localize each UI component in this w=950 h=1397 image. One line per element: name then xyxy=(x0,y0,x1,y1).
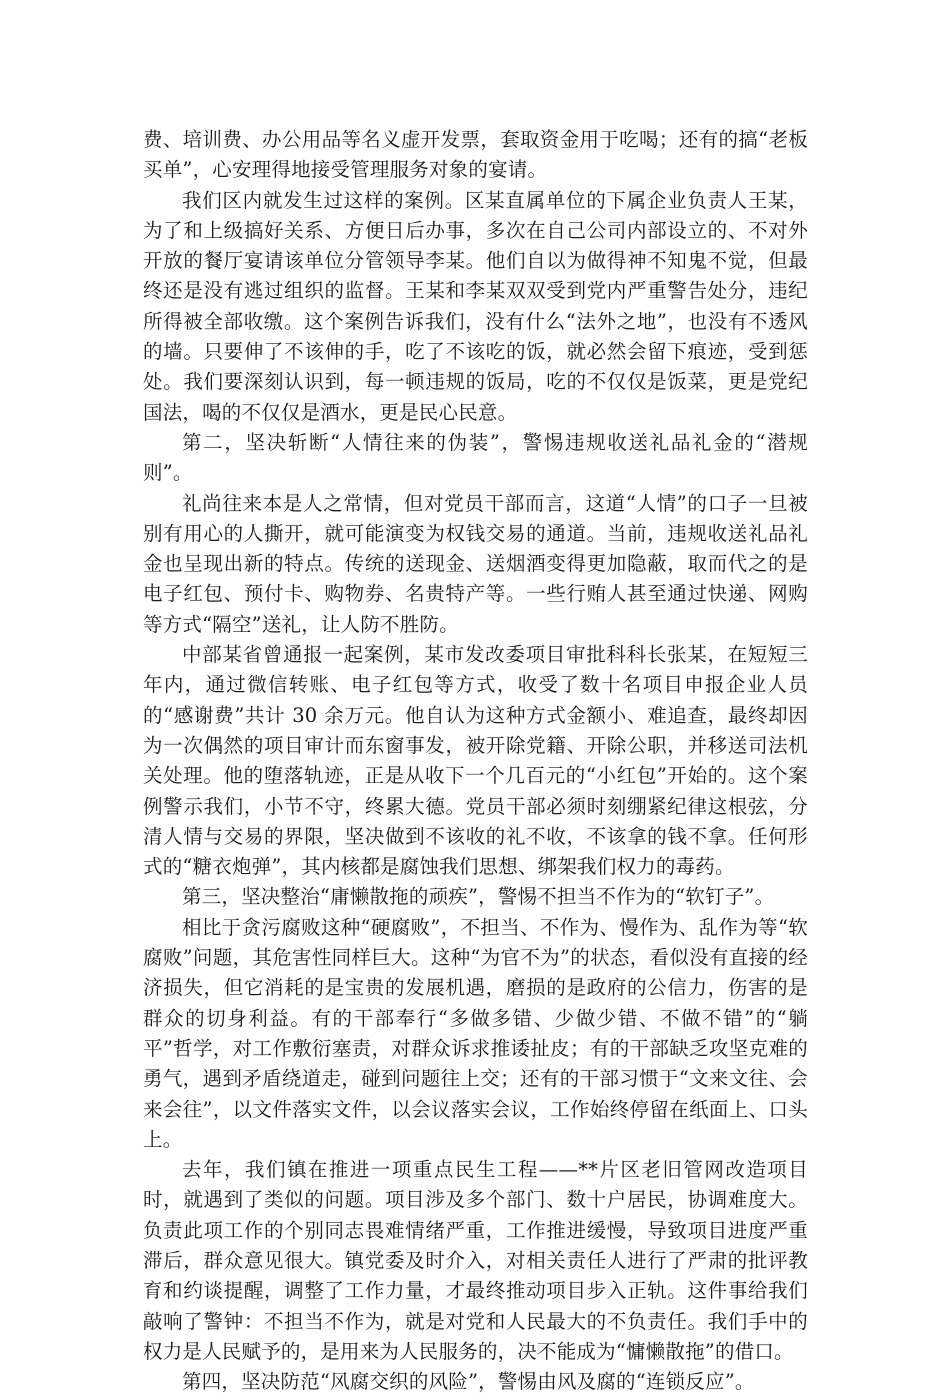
section-heading: 第四，坚决防范“风腐交织的风险”，警惕由风及腐的“连锁反应”。 xyxy=(182,1370,755,1394)
section-heading: 第三，坚决整治“庸懒散拖的顽疾”，警惕不担当不作为的“软钉子”。 xyxy=(182,885,775,909)
section-heading: 第二，坚决斩断“人情往来的伪装”，警惕违规收送礼品礼金的“潜规则”。 xyxy=(143,430,808,485)
paragraph: 相比于贪污腐败这种“硬腐败”，不担当、不作为、慢作为、乱作为等“软腐败”问题，其危害性同样巨大。这种“为官不为”的状态，看似没有直接的经济损失，但它消耗的是宝贵的发展机遇，磨损的是政府的公信力，伤害的是群众的切身利益。有的干部奉行“多做多错、少做少错、不做不错”的“躺平”哲学，对工作敷衍塞责，对群众诉求推诿扯皮；有的干部缺乏攻坚克难的勇气，遇到矛盾绕道走，碰到问题往上交；还有的干部习惯于“文来文往、会来会往”，以文件落实文件，以会议落实会议，工作始终停留在纸面上、口头上。 xyxy=(143,915,808,1151)
document-body xyxy=(143,125,808,1397)
paragraph: 去年，我们镇在推进一项重点民生工程——**片区老旧管网改造项目时，就遇到了类似的问题。项目涉及多个部门、数十户居民，协调难度大。负责此项工作的个别同志畏难情绪严重，工作推进缓慢，导致项目进度严重滞后，群众意见很大。镇党委及时介入，对相关责任人进行了严肃的批评教育和约谈提醒，调整了工作力量，才最终推动项目步入正轨。这件事给我们敲响了警钟：不担当不作为，就是对党和人民最大的不负责任。我们手中的权力是人民赋予的，是用来为人民服务的，决不能成为“慵懒散拖”的借口。 xyxy=(143,1158,808,1363)
paragraph: 我们区内就发生过这样的案例。区某直属单位的下属企业负责人王某，为了和上级搞好关系、方便日后办事，多次在自己公司内部设立的、不对外开放的餐厅宴请该单位分管领导李某。他们自以为做得神不知鬼不觉，但最终还是没有逃过组织的监督。王某和李某双双受到党内严重警告处分，违纪所得被全部收缴。这个案例告诉我们，没有什么“法外之地”，也没有不透风的墙。只要伸了不该伸的手，吃了不该吃的饭，就必然会留下痕迹，受到惩处。我们要深刻认识到，每一顿违规的饭局，吃的不仅仅是饭菜，更是党纪国法，喝的不仅仅是酒水，更是民心民意。 xyxy=(143,188,808,424)
paragraph: 中部某省曾通报一起案例，某市发改委项目审批科科长张某，在短短三年内，通过微信转账、电子红包等方式，收受了数十名项目申报企业人员的“感谢费”共计 30 余万元。他自认为这种方式金额小、难追查，最终却因为一次偶然的项目审计而东窗事发，被开除党籍、开除公职，并移送司法机关处理。他的堕落轨迹，正是从收下一个几百元的“小红包”开始的。这个案例警示我们，小节不守，终累大德。党员干部必须时刻绷紧纪律这根弦，分清人情与交易的界限，坚决做到不该收的礼不收，不该拿的钱不拿。任何形式的“糖衣炮弹”，其内核都是腐蚀我们思想、绑架我们权力的毒药。 xyxy=(143,643,808,879)
paragraph: 礼尚往来本是人之常情，但对党员干部而言，这道“人情”的口子一旦被别有用心的人撕开，就可能演变为权钱交易的通道。当前，违规收送礼品礼金也呈现出新的特点。传统的送现金、送烟酒变得更加隐蔽，取而代之的是电子红包、预付卡、购物券、名贵特产等。一些行贿人甚至通过快递、网购等方式“隔空”送礼，让人防不胜防。 xyxy=(143,491,808,636)
paragraph: 费、培训费、办公用品等名义虚开发票，套取资金用于吃喝；还有的搞“老板买单”，心安理得地接受管理服务对象的宴请。 xyxy=(143,128,808,182)
